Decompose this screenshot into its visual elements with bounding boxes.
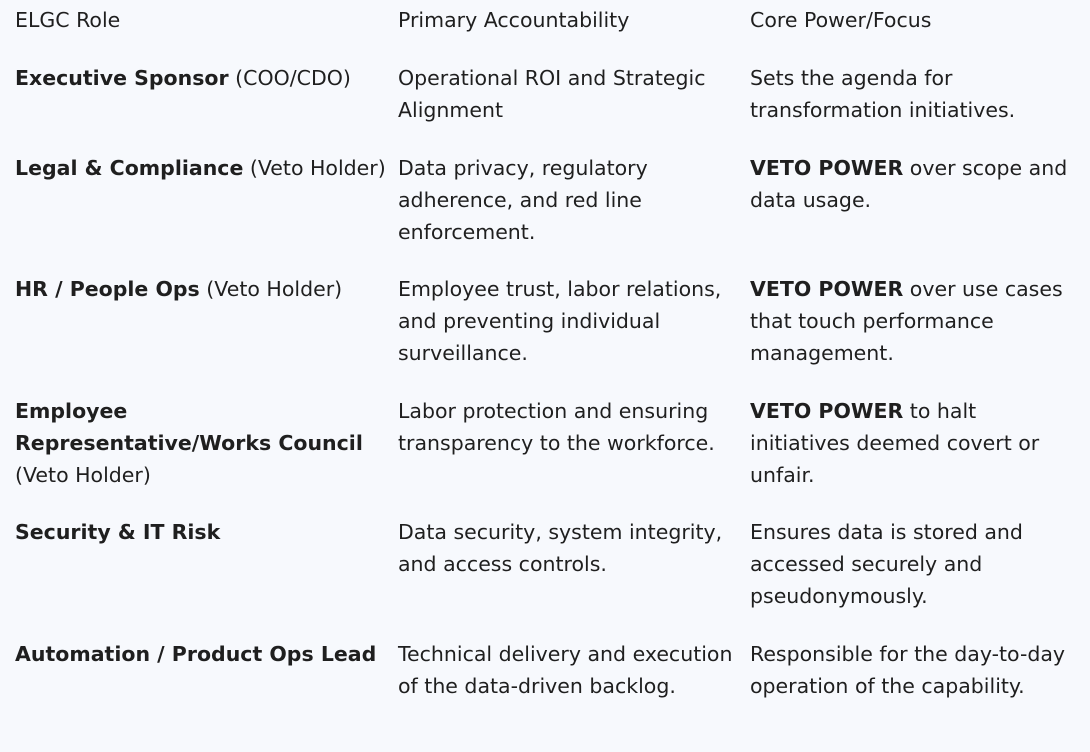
role-name: HR / People Ops — [15, 277, 200, 301]
accountability-cell: Employee trust, labor relations, and preventing individual surveillance. — [398, 277, 722, 365]
power-cell — [750, 638, 1087, 738]
power-cell — [750, 152, 1087, 273]
accountability-cell: Data privacy, regulatory adherence, and red line enforcement. — [398, 156, 648, 244]
role-name: Security & IT Risk — [15, 520, 221, 544]
power-cell — [750, 395, 1087, 516]
role-cell — [15, 152, 398, 273]
role-qualifier: (COO/CDO) — [228, 66, 351, 90]
role-name: Legal & Compliance — [15, 156, 244, 180]
role-cell — [15, 395, 398, 516]
role-name: Automation / Product Ops Lead — [15, 642, 377, 666]
power-text: to halt initiatives deemed covert or unfair. — [750, 399, 1040, 487]
role-qualifier: (Veto Holder) — [15, 463, 151, 487]
power-cell — [750, 62, 1087, 152]
accountability-cell: Labor protection and ensuring transparency to the workforce. — [398, 399, 715, 455]
accountability-cell: Technical delivery and execution of the data-driven backlog. — [398, 642, 733, 698]
accountability-cell: Data security, system integrity, and access controls. — [398, 520, 723, 576]
header-power: Core Power/Focus — [750, 8, 932, 32]
table-row — [15, 62, 1087, 152]
table-header-row — [15, 4, 1087, 62]
role-cell — [15, 638, 398, 738]
table-row — [15, 395, 1087, 516]
role-cell — [15, 273, 398, 395]
role-qualifier: (Veto Holder) — [243, 156, 386, 180]
role-name: Employee Representative/Works Council — [15, 399, 363, 455]
power-text: Sets the agenda for transformation initiatives. — [750, 66, 1016, 122]
elgc-roles-table — [15, 4, 1087, 738]
power-text: over use cases that touch performance management. — [750, 277, 1063, 365]
role-cell — [15, 516, 398, 638]
table-row — [15, 516, 1087, 638]
table-row — [15, 273, 1087, 395]
power-cell — [750, 273, 1087, 395]
table-row — [15, 152, 1087, 273]
power-emphasis: VETO POWER — [750, 399, 904, 423]
power-emphasis: VETO POWER — [750, 156, 904, 180]
role-name: Executive Sponsor — [15, 66, 229, 90]
header-role: ELGC Role — [15, 8, 121, 32]
power-text: Ensures data is stored and accessed securely and pseudonymously. — [750, 520, 1023, 608]
power-text: over scope and data usage. — [750, 156, 1068, 212]
power-emphasis: VETO POWER — [750, 277, 904, 301]
accountability-cell: Operational ROI and Strategic Alignment — [398, 66, 706, 122]
table-row — [15, 638, 1087, 738]
role-cell — [15, 62, 398, 152]
power-cell — [750, 516, 1087, 638]
header-accountability: Primary Accountability — [398, 8, 630, 32]
power-text: Responsible for the day-to-day operation of the capability. — [750, 642, 1066, 698]
role-qualifier: (Veto Holder) — [199, 277, 343, 301]
